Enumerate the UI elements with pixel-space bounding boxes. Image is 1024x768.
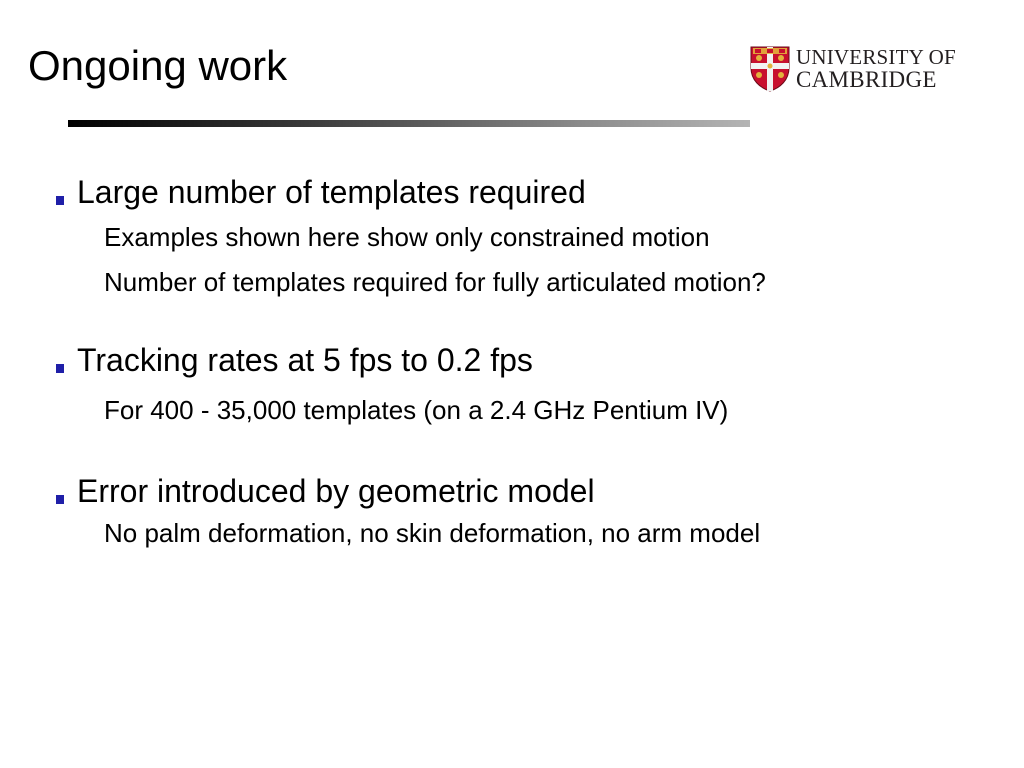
sub-item: No palm deformation, no skin deformation, no arm model	[104, 518, 761, 548]
sub-item: For 400 - 35,000 templates (on a 2.4 GHz Pentium IV)	[104, 395, 729, 425]
title-underline	[68, 120, 750, 127]
bullet-square-icon	[56, 364, 64, 373]
sub-item: Number of templates required for fully articulated motion?	[104, 267, 766, 297]
bullet-square-icon	[56, 495, 64, 504]
sub-item: Examples shown here show only constrained motion	[104, 222, 710, 252]
university-logo	[750, 44, 964, 96]
bullet-text: Large number of templates required	[77, 174, 586, 210]
slide-title: Ongoing work	[28, 42, 288, 89]
bullet-text: Tracking rates at 5 fps to 0.2 fps	[77, 342, 533, 378]
logo-text-line2: CAMBRIDGE	[796, 67, 937, 92]
logo-text-line1: UNIVERSITY OF	[796, 45, 956, 69]
bullet-square-icon	[56, 196, 64, 205]
cambridge-shield-icon	[750, 46, 790, 92]
bullet-text: Error introduced by geometric model	[77, 473, 595, 509]
